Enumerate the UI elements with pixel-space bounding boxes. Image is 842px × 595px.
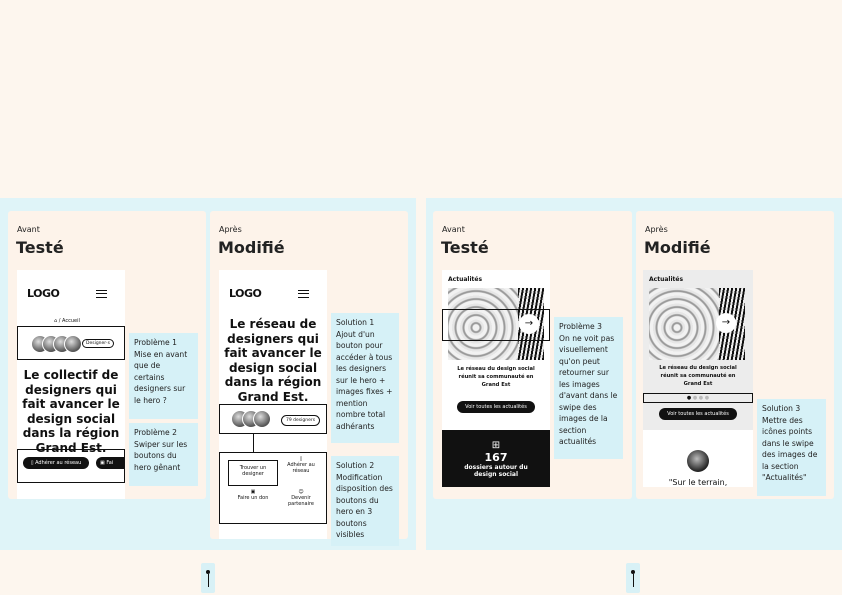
phone-mockup (219, 270, 327, 539)
note-body: Swiper sur les boutons du hero gênant (134, 439, 188, 472)
card-after-news (636, 211, 834, 499)
dot-icon[interactable]: ● (698, 395, 704, 401)
phone-mockup (643, 270, 753, 487)
folder-plus-icon: ⊞ (491, 440, 501, 451)
section-title: Actualités (448, 276, 483, 283)
carousel-dots-box[interactable] (643, 393, 753, 403)
phone-mockup (17, 270, 125, 499)
testimonial-avatar (687, 450, 709, 472)
stat-label: dossiers autour du design social (464, 464, 528, 478)
hero-title: Le réseau de designers qui fait avancer le design social dans la région Grand Est. (224, 317, 322, 404)
hero-title: Le collectif de designers qui fait avancer le design social dans la région Grand Est. (22, 368, 120, 455)
dot-icon[interactable]: ● (692, 395, 698, 401)
breadcrumb[interactable]: ⌂ / Accueil (54, 318, 80, 324)
see-all-news-button[interactable]: Voir toutes les actualités (457, 401, 535, 413)
gift-icon: ▣ (250, 489, 256, 495)
card-label-big: Modifié (218, 238, 285, 257)
news-image (649, 288, 719, 360)
solution-3-note (757, 399, 826, 496)
note-body: Modification disposition des boutons du hero en 3 boutons visibles (336, 472, 393, 539)
pin-icon (626, 563, 640, 593)
bookmark-icon: ▯ (299, 456, 303, 462)
card-label-big: Modifié (644, 238, 711, 257)
join-network-link[interactable]: ▯ Adhérer au réseau (281, 456, 321, 474)
card-before-hero (8, 211, 206, 499)
see-all-news-button[interactable]: Voir toutes les actualités (659, 408, 737, 420)
problem-1-note (129, 333, 198, 419)
next-arrow-button[interactable]: → (519, 314, 539, 334)
note-body: Mise en avant que de certains designers sur le hero ? (134, 349, 188, 405)
gift-icon: ▣ (100, 460, 107, 466)
join-network-button[interactable]: ▯ Adhérer au réseau (23, 457, 89, 469)
section-title: Actualités (649, 276, 684, 283)
note-body: On ne voit pas visuellement qu'on peut retourner sur les images d'avant dans le swipe des images de la section actualités (559, 333, 618, 446)
testimonial-quote: "Sur le terrain, (668, 478, 728, 487)
solution-1-note (331, 313, 399, 443)
note-title: Solution 3 (762, 404, 801, 413)
news-section (643, 270, 753, 430)
news-caption: Le réseau du design social réunit sa communauté en Grand Est (659, 365, 737, 387)
home-icon: ⌂ (54, 318, 59, 324)
next-arrow-button[interactable]: → (716, 313, 736, 333)
secondary-hero-button[interactable]: ▣ Fai (96, 457, 125, 469)
menu-icon[interactable] (96, 290, 107, 298)
card-after-hero (210, 211, 408, 539)
find-designer-button[interactable]: Trouver un designer (228, 460, 278, 486)
connector-line (253, 434, 254, 452)
partner-link[interactable]: ☺ Devenir partenaire (281, 489, 321, 507)
donate-link[interactable]: ▣ Faire un don (233, 489, 273, 501)
stats-block (442, 430, 550, 487)
stat-number: 167 (484, 451, 508, 464)
note-title: Problème 1 (134, 338, 177, 347)
menu-icon[interactable] (298, 290, 309, 298)
card-label-small: Après (219, 225, 242, 234)
phone-mockup (442, 270, 550, 487)
problem-2-note (129, 423, 198, 486)
dot-active-icon[interactable]: ● (686, 395, 692, 401)
dot-icon[interactable]: ● (704, 395, 710, 401)
note-title: Problème 2 (134, 428, 177, 437)
news-caption: Le réseau du design social réunit sa communauté en Grand Est (457, 366, 535, 388)
logo[interactable]: LOGO (27, 287, 60, 300)
note-body: Mettre des icônes points dans le swipe des images de la section "Actualités" (762, 415, 818, 482)
card-label-small: Avant (442, 225, 465, 234)
card-label-small: Après (645, 225, 668, 234)
note-title: Solution 1 (336, 318, 375, 327)
smile-icon: ☺ (298, 489, 304, 495)
pin-icon (201, 563, 215, 593)
designer-avatars[interactable] (231, 410, 283, 428)
note-title: Solution 2 (336, 461, 375, 470)
logo[interactable]: LOGO (229, 287, 262, 300)
card-label-small: Avant (17, 225, 40, 234)
bookmark-icon: ▯ (30, 460, 36, 466)
designers-count-badge[interactable]: 79 designers (281, 415, 320, 426)
card-before-news (433, 211, 632, 499)
card-label-big: Testé (441, 238, 489, 257)
note-title: Problème 3 (559, 322, 602, 331)
designers-badge[interactable]: Designer·s (82, 339, 114, 348)
problem-3-note (554, 317, 623, 459)
note-body: Ajout d'un bouton pour accéder à tous les designers sur le hero + images fixes + mention nombre total adhérants (336, 329, 393, 431)
card-label-big: Testé (16, 238, 64, 257)
solution-2-note (331, 456, 399, 546)
